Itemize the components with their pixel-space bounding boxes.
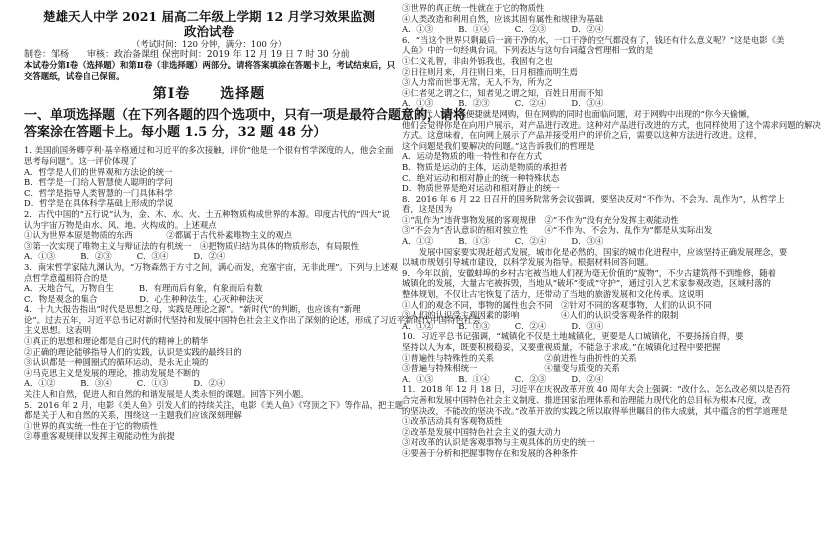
question-line: A．①③ B．②③ C．③④ D．②④ [24,251,226,262]
question-line: ①真正的思想和理论都是自己时代的精神上的精华 [24,336,209,347]
question-line: D．哲学是在具体科学基础上形成的学说 [24,198,174,209]
question-line: 5．2016 年 2 月，电影《美人鱼》引发人们的持续关注，电影《美人鱼》《穹顶之下》等作品，把主题 [24,399,404,410]
question-line: 2．古代中国的“五行说”认为，金、木、水、火、土五种物质构成世界的本源。印度古代的“四大”说 [24,208,390,219]
question-line: A．①③ B．①④ C．②③ D．②④ [402,373,604,384]
question-line: 他们会觉得你是在向用户展示，对产品进行改进。这种对产品进行改进的方式，也同样使用了这个需求问题的解决 [402,119,821,130]
exam-title: 楚雄天人中学 2021 届高二年级上学期 12 月学习效果监测 [42,9,376,24]
question-line: 坚持以人为本，既要积极稳妥，又要重视质量，不能急于求成。”在城镇化过程中要把握 [402,342,721,352]
question-line: 城镇化的发展，大量古宅被拆毁，当地从“破坏”变成“守护”，通过引入艺术家参观改造，区域村落的 [402,278,771,289]
exam-info: （考试时间：120 分钟，满分：100 分） [131,39,287,49]
question-line: ③认识都是一种圆圈式的循环运动，是永无止境的 [24,357,209,368]
question-line: ①普遍性与特殊性的关系 ②前进性与曲折性的关系 [402,352,637,363]
question-line: ③普遍与特殊相统一 ④量变与质变的关系 [402,363,620,374]
question-line: 6．“当这个世界只剩最后一滴干净的水，一口干净的空气都没有了，钱还有什么意义呢？”这是电影《美 [402,34,785,45]
question-line: ③人力常而世事无常，无人不为，所为之 [402,77,553,88]
question-line: ③对改革的认识是客观事物与主观具体的历史的统一 [402,437,595,448]
question-line: 点哲学意蕴相符合的是 [24,272,108,283]
question-line: B．物质是运动的主体，运动是物质的承担者 [402,161,568,172]
question-line: A．哲学是人们的世界观和方法论的统一 [24,166,173,177]
question-line: 4．十九大报告指出“时代是思想之母，实践是理论之源”。“新时代”的判断，也应该有“新理 [24,304,361,315]
exam-meta: 制卷：邹杨 审核：政治备课组 保密时间：2019 年 12 月 19 日 7 时 30 分前 [24,49,350,60]
question-line: A．天地合气，万物自生 B．有理而后有象，有象而后有数 [24,283,263,294]
question-line: 8．2016 年 6 月 22 日召开的国务院常务会议强调，要坚决反对“不作为、不会为、乱作为”，从哲学上 [402,193,785,204]
question-line: A．①③ B．①④ C．②③ D．②④ [402,24,604,35]
question-line: ②正确的理论能够指导人们的实践，认识是实践的最终目的 [24,346,242,357]
question-line: ③世界的真正统一性就在于它的物质性 [402,3,545,13]
question-line: ①改革活动具有客观物质性 [402,416,503,427]
question-line: 发展中国家要实现赶超式发展，城市化是必然的，国家的城市化进程中，应该坚持正确发展理念，要 [402,246,788,257]
question-line: ④马克思主义是发展的理论，推动发展是不断的 [24,367,200,378]
question-line: 人鱼》中的一句经典台词。下列表达与这句台词蕴含哲理相一致的是 [402,45,654,56]
question-line: 9．今年以前，安徽蚌埠的乡村古宅被当地人们视为毫无价值的“废物”，不少古建筑得不到维修，随着 [402,267,777,278]
question-line: ④要善于分析和把握事物存在和发展的各种条件 [402,447,578,458]
question-line: 这个问题是我们要解决的问题。”这告诉我们的哲理是 [402,140,595,151]
part-title: 第Ⅰ卷 选择题 [152,86,266,103]
question-line: 思考每问题”。这一评价体现了 [24,155,138,166]
instruction-line: 交答题纸，试卷自己保留。 [24,70,125,81]
question-line: 1. 美国前国务卿亨利·基辛格通过和习近平的多次接触，评价“他是一个很有哲学深度的人，他会全面 [24,145,394,156]
question-line: ④人类改造和利用自然，应该其固有属性和规律为基础 [402,13,603,24]
question-line: 合完善和发展中国特色社会主义制度、推进国家治理体系和治理能力现代化的总目标为根本尺度，改 [402,394,771,405]
question-line: C．哲学是指导人类智慧的一门具体科学 [24,187,173,198]
question-line: 以城市规划引导城市建设，以科学发展为指导。根据材料回答问题。 [402,257,654,268]
question-line: 的坚决改，不能改的坚决不改。”改革开放的实践之所以取得举世瞩目的伟大成就，其中蕴含的哲学道理是 [402,405,788,416]
exam-subtitle: 政治试卷 [183,24,234,39]
question-line: ①仁义礼智，非由外铄我也，我固有之也 [402,55,553,66]
question-line: A．①② B．①③ C．②④ D．③④ [402,236,604,247]
question-line: ①人们的观念不同，事物的属性也会不同 ②针对不同的客观事物，人们的认识不同 [402,299,712,310]
question-line: C．绝对运动和相对静止的统一种特殊状态 [402,172,560,183]
question-line: 方式。这意味着，在向网上展示了产品并接受用户的评价之后，需要以这种方法进行改进。这样， [402,130,763,141]
question-line: ③“不会为”否认意识的相对独立性 ④“不作为、不会为、乱作为”都是从实际出发 [402,225,713,236]
question-line: ①认为世界本原是物质的东西 ②都属于古代朴素唯物主义的观点 [24,230,292,241]
question-line: ③人们的认识受主观因素的影响 ④人们的认识受客观条件的限制 [402,310,679,321]
question-line: A．运动是物质的唯一特性和存在方式 [402,151,543,162]
question-line: ③第一次实现了唯物主义与辩证法的有机统一 ④把物质归结为具体的物质形态，有局限性 [24,240,359,251]
question-line: ②日往则月来，月往则日来，日月相推而明生焉 [402,66,578,77]
question-line: A．①② B．①③ C．②④ D．③④ [402,320,604,331]
question-line: 整体规划，不仅让古宅恢复了活力，还带动了当地的旅游发展和文化传承。这说明 [402,289,704,300]
right-question-list [402,3,821,459]
question-line: 3．南宋哲学家陆九渊认为，“万物森然于方寸之间，满心而发，充塞宇宙，无非此理”。下列与上述观 [24,261,399,272]
question-line: D．物质世界是绝对运动和相对静止的统一 [402,183,560,194]
question-line: ②尊重客观规律以发挥主观能动性为前提 [24,431,175,442]
question-line: 看，这是因为 [402,204,453,215]
section-heading: 答案涂在答题卡上。每小题 1.5 分，32 题 48 分） [24,125,327,141]
question-line: 主义思想。这表明 [24,325,91,336]
question-line: ②改革是发展中国特色社会主义的强大动力 [402,426,562,437]
section-heading: 一、单项选择题（在下列各题的四个选项中，只有一项是最符合题意的，请将 [24,108,467,124]
question-line: ④仁者见之谓之仁，知者见之谓之知，百姓日用而不知 [402,87,603,98]
question-line: 都是关于人和自然的关系，围绕这一主题我们应该深刻理解 [24,410,242,421]
right-column [402,0,821,459]
instruction-line: 本试卷分第Ⅰ卷（选择题）和第Ⅱ卷（非选择题）两部分。请将答案填涂在答题卡上，考试结束后，只 [24,60,396,71]
question-line: B．哲学是一门给人智慧使人聪明的学问 [24,177,173,188]
question-line: 认为宇宙万物是由水、风、地、火构成的。上述观点 [24,219,217,230]
question-line: 关注人和自然，促进人和自然的和谐发展是人类永恒的课题。回答下列小题。 [24,389,309,400]
question-line: 7．现代人的一大便捷就是网购，但在网购的同时也面临问题，对于网购中出现的“你今天偷懒， [402,108,755,119]
question-line: ①“乱作为”违背事物发展的客观规律 ②“不作为”没有充分发挥主观能动性 [402,214,679,225]
question-line: 论”。过去五年，习近平总书记对新时代坚持和发展中国特色社会主义作出了深刻的论述，形成了习近平新时代中国特色社会 [24,314,481,325]
question-line: A．①③ B．②③ C．②④ D．③④ [402,98,604,109]
question-line: 10．习近平总书记强调，“城镇化不仅是土地城镇化，更要是人口城镇化，不要扬扬自得，要 [402,331,744,342]
question-line: ①世界的真实统一性在于它的物质性 [24,420,158,431]
question-line: C．物是观念的集合 D．心生种种法生，心灭种种法灭 [24,293,264,304]
question-line: A．①② B．③④ C．①③ D．②④ [24,378,226,389]
question-line: 11．2018 年 12 月 18 日，习近平在庆祝改革开放 40 周年大会上强调：“改什么、怎么改必须以是否符 [402,384,791,395]
